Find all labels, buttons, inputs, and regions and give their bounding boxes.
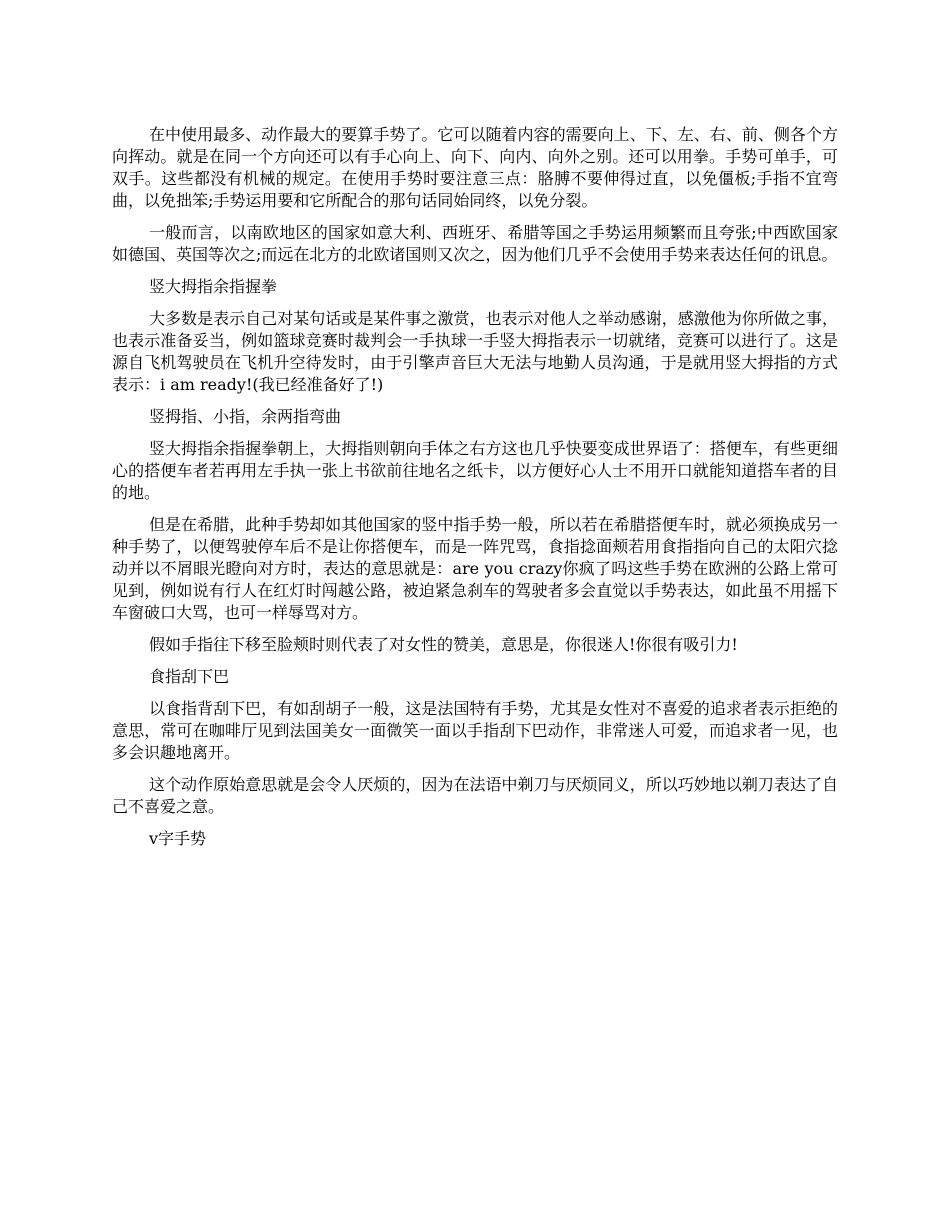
paragraph: 这个动作原始意思就是会令人厌烦的，因为在法语中剃刀与厌烦同义，所以巧妙地以剃刀表达了自己不喜爱之意。 [112,775,838,816]
paragraph: 假如手指往下移至脸颊时则代表了对女性的赞美，意思是，你很迷人!你很有吸引力! [149,635,738,654]
paragraph: 一般而言，以南欧地区的国家如意大利、西班牙、希腊等国之手势运用频繁而且夸张;中西欧国家如德国、英国等次之;而远在北方的北欧诸国则又次之，因为他们几乎不会使用手势来表达任何的讯息。 [112,223,838,264]
section-heading: 竖大拇指余指握拳 [149,277,278,296]
paragraph: 大多数是表示自己对某句话或是某件事之激赏，也表示对他人之举动感谢，感激他为你所做之事，也表示准备妥当，例如篮球竞赛时裁判会一手执球一手竖大拇指表示一切就绪，竞赛可以进行了。这是源自飞机驾驶员在飞机升空待发时，由于引擎声音巨大无法与地勤人员沟通，于是就用竖大拇指的方式表示：i am ready!(我已经准备好了!) [112,309,838,394]
paragraph: 以食指背刮下巴，有如刮胡子一般，这是法国特有手势，尤其是女性对不喜爱的追求者表示拒绝的意思，常可在咖啡厅见到法国美女一面微笑一面以手指刮下巴动作，非常迷人可爱，而追求者一见，也多会识趣地离开。 [112,699,838,762]
document-page [112,124,838,860]
section-heading: v字手势 [149,829,207,848]
section-heading: 竖拇指、小指，余两指弯曲 [149,407,342,426]
paragraph: 在中使用最多、动作最大的要算手势了。它可以随着内容的需要向上、下、左、右、前、侧各个方向挥动。就是在同一个方向还可以有手心向上、向下、向内、向外之别。还可以用拳。手势可单手，可双手。这些都没有机械的规定。在使用手势时要注意三点：胳膊不要伸得过直，以免僵板;手指不宜弯曲，以免拙笨;手势运用要和它所配合的那句话同始同终，以免分裂。 [112,125,838,210]
paragraph: 但是在希腊，此种手势却如其他国家的竖中指手势一般，所以若在希腊搭便车时，就必须换成另一种手势了，以便驾驶停车后不是让你搭便车，而是一阵咒骂，食指捻面颊若用食指指向自己的太阳穴捻动并以不屑眼光瞪向对方时，表达的意思就是：are you crazy你疯了吗这些手势在欧洲的公路上常可见到，例如说有行人在红灯时闯越公路，被迫紧急刹车的驾驶者多会直觉以手势表达，如此虽不用摇下车窗破口大骂，也可一样辱骂对方。 [112,515,838,622]
section-heading: 食指刮下巴 [149,667,230,686]
paragraph: 竖大拇指余指握拳朝上，大拇指则朝向手体之右方这也几乎快要变成世界语了：搭便车，有些更细心的搭便车者若再用左手执一张上书欲前往地名之纸卡，以方便好心人士不用开口就能知道搭车者的目的地。 [112,439,838,502]
